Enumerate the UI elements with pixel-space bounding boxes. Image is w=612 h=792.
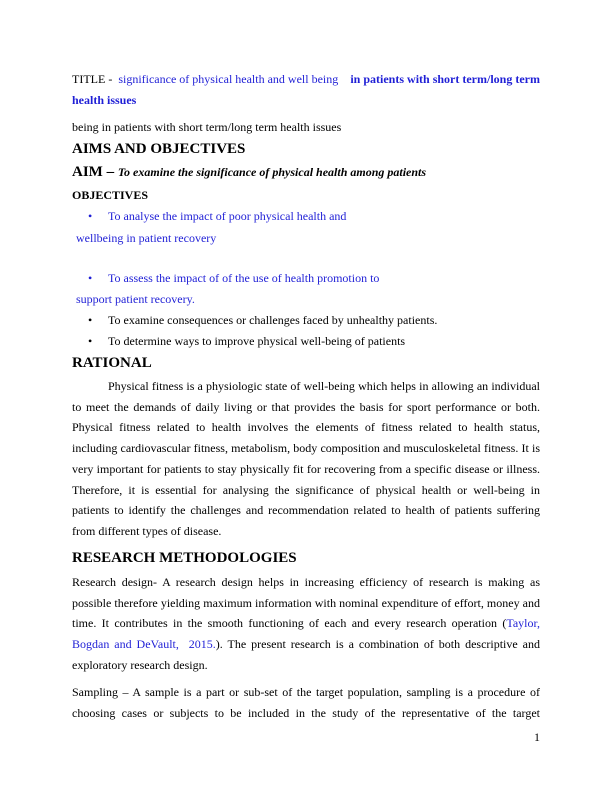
objective-text: To determine ways to improve physical well-being of patients: [108, 334, 406, 348]
title-prefix: TITLE -: [72, 72, 119, 86]
paragraph-line: from different types of disease.: [72, 523, 222, 538]
paragraph-line: to meet the demands of daily living or that provides the basis for sport performance or both.: [72, 399, 540, 414]
objective-text-continued: support patient recovery.: [76, 292, 195, 306]
title-line-1: [72, 72, 540, 87]
paragraph-line: Physical fitness is a physiologic state of well-being which helps in allowing an individual: [108, 379, 540, 393]
objective-text: To examine consequences or challenges faced by unhealthy patients.: [108, 313, 438, 327]
subtitle-line: being in patients with short term/long term health issues: [72, 120, 342, 134]
objective-text-continued: wellbeing in patient recovery: [76, 231, 217, 245]
paragraph-line: patients to identify the challenges and recommendation related to health of patients suffering: [72, 503, 540, 518]
paragraph-line: exploratory research design.: [72, 657, 208, 672]
paragraph-line: possible therefore yielding maximum information with nominal expenditure of effort, money and: [72, 595, 540, 610]
paragraph-line: including cardiovascular fitness, metabolism, body composition and musculoskeletal fitness. It is: [72, 441, 540, 456]
page-number: 1: [534, 730, 540, 744]
research-design-paragraph: [72, 572, 540, 676]
title-bold-part: in patients with short term/long term: [350, 72, 540, 86]
paragraph-line: Therefore, it is essential for analysing the significance of physical health or well-being in: [72, 482, 540, 497]
rational-paragraph: [72, 376, 540, 542]
paragraph-line: very important for patients to stay physically fit for recovering from a specific disease or illness.: [72, 461, 540, 476]
citation-link[interactable]: Taylor,: [506, 616, 540, 631]
design-line-3-text: time. It contributes in the smooth functioning of each and every research operation (: [72, 616, 507, 631]
paragraph-line: Physical fitness related to health involves the elements of fitness related to health status,: [72, 420, 540, 435]
aim-label: AIM –: [72, 164, 118, 180]
rational-heading: RATIONAL: [72, 355, 152, 371]
aims-heading: AIMS AND OBJECTIVES: [72, 141, 246, 157]
objective-text: To analyse the impact of poor physical health and: [108, 209, 347, 223]
design-line-4-text: ). The present research is a combination of both descriptive and: [215, 637, 540, 652]
bullet-icon: •: [88, 313, 93, 327]
paragraph-line: Research design- A research design helps in increasing efficiency of research is making as: [72, 575, 540, 589]
objectives-heading: OBJECTIVES: [72, 188, 149, 202]
citation-link[interactable]: Bogdan and DeVault, 2015.: [72, 637, 216, 652]
bullet-icon: •: [88, 271, 93, 285]
bullet-icon: •: [88, 209, 93, 223]
paragraph-line: [72, 613, 540, 634]
bullet-icon: •: [88, 334, 93, 348]
objective-text: To assess the impact of of the use of health promotion to: [108, 271, 380, 285]
title-line-2: health issues: [72, 93, 137, 107]
title-normal-part: significance of physical health and well being: [118, 72, 342, 86]
methodologies-heading: RESEARCH METHODOLOGIES: [72, 550, 297, 566]
aim-line: [72, 164, 426, 181]
paragraph-line: choosing cases or subjects to be included in the study of the representative of the target: [72, 705, 540, 720]
paragraph-line: Sampling – A sample is a part or sub-set of the target population, sampling is a procedure of: [72, 685, 540, 699]
title-text: [72, 72, 341, 87]
sampling-paragraph: [72, 682, 540, 723]
aim-text: To examine the significance of physical health among patients: [117, 165, 427, 179]
paragraph-line: [72, 634, 540, 655]
